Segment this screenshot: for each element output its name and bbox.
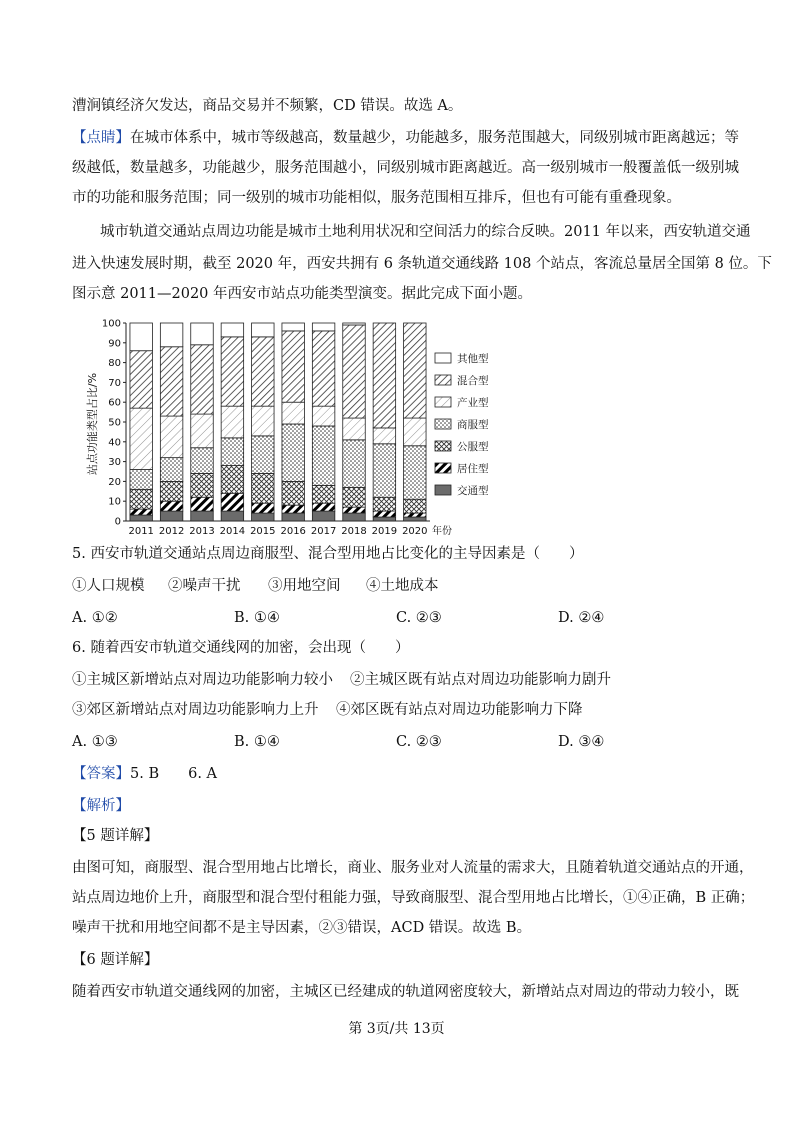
bar-segment-2019-混合型 xyxy=(373,323,395,428)
bar-segment-2017-公服型 xyxy=(312,485,334,503)
q5-option-a: A. ①② xyxy=(72,610,118,626)
q5-item-3: ③用地空间 xyxy=(268,578,341,594)
bar-segment-2011-其他型 xyxy=(130,323,152,351)
bar-segment-2015-商服型 xyxy=(252,436,274,474)
q6-stem: 6. 随着西安市轨道交通线网的加密，会出现（ ） xyxy=(72,640,410,656)
q5-item-2: ②噪声干扰 xyxy=(168,578,241,594)
legend-swatch-公服型 xyxy=(435,441,451,451)
bar-segment-2020-居住型 xyxy=(404,513,426,517)
bar-segment-2019-交通型 xyxy=(373,517,395,521)
text-line: 级越低，数量越多，功能越少，服务范围越小，同级别城市距离越近。高一级别城市一般覆盖低一级别城 xyxy=(72,160,739,176)
y-tick-label: 70 xyxy=(108,377,121,389)
bar-segment-2020-混合型 xyxy=(404,323,426,418)
bar-segment-2017-交通型 xyxy=(312,511,334,521)
bar-segment-2014-居住型 xyxy=(221,493,243,511)
bar-segment-2016-商服型 xyxy=(282,424,304,481)
legend-swatch-产业型 xyxy=(435,397,451,407)
detail5-line: 站点周边地价上升，商服型和混合型付租能力强，导致商服型、混合型用地占比增长，①④正确，B 正确； xyxy=(72,890,755,906)
dianjing-line xyxy=(72,128,739,148)
legend-label: 商服型 xyxy=(457,419,489,431)
bar-segment-2016-混合型 xyxy=(282,331,304,402)
y-tick-label: 100 xyxy=(101,318,121,330)
bar-segment-2013-其他型 xyxy=(191,323,213,345)
bar-segment-2020-商服型 xyxy=(404,446,426,499)
legend-label: 居住型 xyxy=(457,463,489,475)
bar-segment-2014-公服型 xyxy=(221,466,243,494)
bar-segment-2014-其他型 xyxy=(221,323,243,337)
bar-segment-2017-商服型 xyxy=(312,426,334,485)
q6-option-a: A. ①③ xyxy=(72,734,118,750)
q5-item-1: ①人口规模 xyxy=(72,578,145,594)
bar-segment-2014-交通型 xyxy=(221,511,243,521)
legend-swatch-商服型 xyxy=(435,419,451,429)
q6-item-4: ④郊区既有站点对周边功能影响力下降 xyxy=(336,702,583,718)
material-line: 进入快速发展时期，截至 2020 年，西安共拥有 6 条轨道交通线路 108 个站点，客流总量居全国第 8 位。下 xyxy=(72,256,772,272)
bar-segment-2012-产业型 xyxy=(160,416,182,458)
bar-segment-2020-产业型 xyxy=(404,418,426,446)
legend-label: 公服型 xyxy=(457,441,489,453)
bar-segment-2016-公服型 xyxy=(282,481,304,505)
q5-option-c: C. ②③ xyxy=(396,610,442,626)
q5-option-d: D. ②④ xyxy=(558,610,605,626)
bar-segment-2011-居住型 xyxy=(130,509,152,515)
y-tick-label: 30 xyxy=(108,457,121,469)
bar-segment-2011-商服型 xyxy=(130,470,152,490)
bar-segment-2014-混合型 xyxy=(221,337,243,406)
detail5-line: 由图可知，商服型、混合型用地占比增长，商业、服务业对人流量的需求大，且随着轨道交通站点的开通， xyxy=(72,860,754,876)
bar-segment-2018-交通型 xyxy=(343,513,365,521)
answer-tag: 【答案】 xyxy=(72,766,130,782)
bar-segment-2018-公服型 xyxy=(343,487,365,507)
text-line: 漕涧镇经济欠发达，商品交易并不频繁，CD 错误。故选 A。 xyxy=(72,98,463,114)
bar-segment-2012-公服型 xyxy=(160,481,182,501)
q6-item-2: ②主城区既有站点对周边功能影响力剧升 xyxy=(350,672,611,688)
text-segment: 在城市体系中，城市等级越高，数量越少，功能越多，服务范围越大，同级别城市距离越远；等 xyxy=(130,130,739,146)
x-tick-label: 2013 xyxy=(189,526,215,537)
bar-segment-2019-公服型 xyxy=(373,497,395,511)
bar-segment-2019-居住型 xyxy=(373,511,395,517)
bar-segment-2013-商服型 xyxy=(191,448,213,474)
bar-segment-2011-公服型 xyxy=(130,489,152,509)
bar-segment-2018-商服型 xyxy=(343,440,365,488)
x-tick-label: 2015 xyxy=(250,526,276,537)
bar-segment-2012-交通型 xyxy=(160,511,182,521)
x-tick-label: 2014 xyxy=(219,526,246,537)
bar-segment-2012-商服型 xyxy=(160,458,182,482)
legend-swatch-混合型 xyxy=(435,375,451,385)
y-tick-label: 50 xyxy=(108,417,121,429)
bar-segment-2012-居住型 xyxy=(160,501,182,511)
y-tick-label: 20 xyxy=(108,476,121,488)
bar-segment-2015-居住型 xyxy=(252,503,274,513)
bar-segment-2020-交通型 xyxy=(404,517,426,521)
bar-segment-2015-公服型 xyxy=(252,473,274,503)
bar-segment-2014-产业型 xyxy=(221,406,243,438)
y-tick-label: 10 xyxy=(108,496,121,508)
y-tick-label: 60 xyxy=(108,397,121,409)
q6-item-3: ③郊区新增站点对周边功能影响力上升 xyxy=(72,702,319,718)
answer-text: 5. B 6. A xyxy=(130,766,218,782)
bar-segment-2017-产业型 xyxy=(312,406,334,426)
y-tick-label: 80 xyxy=(108,358,121,370)
y-axis-label: 站点功能类型占比/% xyxy=(86,372,99,476)
bar-segment-2012-混合型 xyxy=(160,347,182,416)
analysis-tag: 【解析】 xyxy=(72,798,130,814)
legend-swatch-其他型 xyxy=(435,353,451,363)
q5-item-4: ④土地成本 xyxy=(366,578,439,594)
bar-segment-2016-居住型 xyxy=(282,505,304,513)
material-line: 图示意 2011—2020 年西安市站点功能类型演变。据此完成下面小题。 xyxy=(72,286,533,302)
bar-segment-2015-交通型 xyxy=(252,513,274,521)
bar-segment-2013-交通型 xyxy=(191,511,213,521)
bar-segment-2018-居住型 xyxy=(343,507,365,513)
y-tick-label: 90 xyxy=(108,338,121,350)
detail6-line: 随着西安市轨道交通线网的加密，主城区已经建成的轨道网密度较大，新增站点对周边的带动力较小，既 xyxy=(72,984,739,1000)
bar-segment-2014-商服型 xyxy=(221,438,243,466)
q5-stem: 5. 西安市轨道交通站点周边商服型、混合型用地占比变化的主导因素是（ ） xyxy=(72,546,584,562)
bar-segment-2018-产业型 xyxy=(343,418,365,440)
legend-label: 产业型 xyxy=(457,397,489,409)
bar-segment-2019-商服型 xyxy=(373,444,395,497)
bar-segment-2011-产业型 xyxy=(130,408,152,469)
bar-segment-2020-公服型 xyxy=(404,499,426,513)
legend-label: 其他型 xyxy=(457,353,489,365)
bar-segment-2017-混合型 xyxy=(312,331,334,406)
y-tick-label: 40 xyxy=(108,437,121,449)
q6-option-c: C. ②③ xyxy=(396,734,442,750)
bar-segment-2015-混合型 xyxy=(252,337,274,406)
stacked-bar-chart xyxy=(84,314,504,538)
bar-segment-2016-其他型 xyxy=(282,323,304,331)
bar-segment-2013-产业型 xyxy=(191,414,213,448)
bar-segment-2011-交通型 xyxy=(130,515,152,521)
q5-option-b: B. ①④ xyxy=(234,610,280,626)
x-tick-label: 2016 xyxy=(280,526,306,537)
x-tick-label: 2019 xyxy=(371,526,398,537)
x-tick-label: 2018 xyxy=(341,526,367,537)
q6-option-b: B. ①④ xyxy=(234,734,280,750)
x-tick-label: 2012 xyxy=(158,526,185,537)
x-tick-label: 2017 xyxy=(310,526,337,537)
legend-swatch-居住型 xyxy=(435,463,451,473)
bar-segment-2017-居住型 xyxy=(312,503,334,511)
x-tick-label: 2011 xyxy=(128,526,154,537)
bar-segment-2019-产业型 xyxy=(373,428,395,444)
answer-line xyxy=(72,764,217,784)
bar-segment-2018-混合型 xyxy=(343,325,365,418)
bar-segment-2013-居住型 xyxy=(191,497,213,511)
legend-label: 混合型 xyxy=(457,375,489,387)
bar-segment-2016-产业型 xyxy=(282,402,304,424)
q6-item-1: ①主城区新增站点对周边功能影响力较小 xyxy=(72,672,333,688)
detail6-title: 【6 题详解】 xyxy=(72,952,159,968)
bar-segment-2012-其他型 xyxy=(160,323,182,347)
x-tick-label: 2020 xyxy=(402,526,428,537)
y-tick-label: 0 xyxy=(114,516,121,528)
bar-segment-2013-混合型 xyxy=(191,345,213,414)
x-axis-label: 年份 xyxy=(432,526,452,537)
text-line: 市的功能和服务范围；同一级别的城市功能相似，服务范围相互排斥，但也有可能有重叠现象。 xyxy=(72,190,681,206)
material-line: 城市轨道交通站点周边功能是城市土地利用状况和空间活力的综合反映。2011 年以来，西安轨道交通 xyxy=(100,224,751,240)
bar-segment-2013-公服型 xyxy=(191,473,213,497)
bar-segment-2017-其他型 xyxy=(312,323,334,331)
q6-option-d: D. ③④ xyxy=(558,734,605,750)
detail5-line: 噪声干扰和用地空间都不是主导因素，②③错误，ACD 错误。故选 B。 xyxy=(72,920,532,936)
legend-label: 交通型 xyxy=(457,485,489,497)
bar-segment-2018-其他型 xyxy=(343,323,365,325)
legend-swatch-交通型 xyxy=(435,485,451,495)
bar-segment-2015-产业型 xyxy=(252,406,274,436)
bar-segment-2016-交通型 xyxy=(282,513,304,521)
bar-segment-2015-其他型 xyxy=(252,323,274,337)
dianjing-tag: 【点睛】 xyxy=(72,130,130,146)
detail5-title: 【5 题详解】 xyxy=(72,828,159,844)
page-footer: 第 3页/共 13页 xyxy=(348,1021,445,1037)
bar-segment-2011-混合型 xyxy=(130,351,152,408)
